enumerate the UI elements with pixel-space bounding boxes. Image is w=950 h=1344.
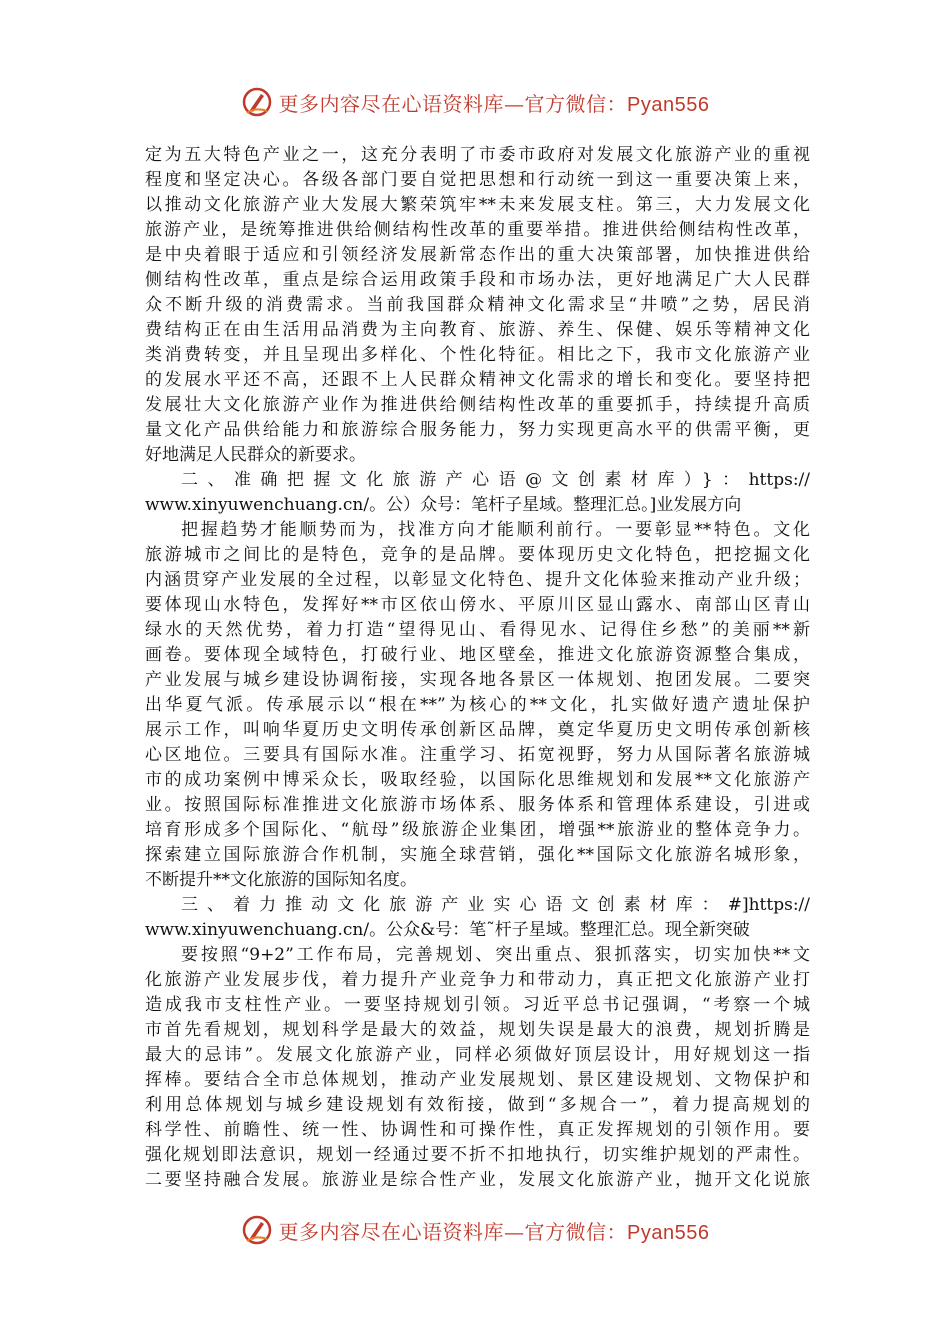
text-line: 探索建立国际旅游合作机制，实施全球营销，强化**国际文化旅游名城形象，	[145, 845, 810, 865]
wechat-id: Pyan556	[627, 93, 710, 116]
footer-banner	[0, 1210, 950, 1250]
text-line: 市首先看规划，规划科学是最大的效益，规划失误是最大的浪费，规划折腾是	[145, 1020, 810, 1040]
text-line: 产业发展与城乡建设协调衔接，实现各地各景区一体规划、抱团发展。二要突	[145, 670, 810, 690]
text-line: 把握趋势才能顺势而为，找准方向才能顺利前行。一要彰显**特色。文化	[181, 520, 810, 540]
text-line: www.xinyuwenchuang.cn/。公众&号：笔˜杆子星域。整理汇总。现全新突破	[145, 920, 750, 940]
text-line: 画卷。要体现全域特色，打破行业、地区壁垒，推进文化旅游资源整合集成，	[145, 645, 810, 665]
text-line: 旅游产业，是统筹推进供给侧结构性改革的重要举措。推进供给侧结构性改革，	[145, 220, 810, 240]
header-banner	[0, 82, 950, 122]
text-line: 是中央着眼于适应和引领经济发展新常态作出的重大决策部署，加快推进供给	[145, 245, 810, 265]
text-line: 定为五大特色产业之一，这充分表明了市委市政府对发展文化旅游产业的重视	[145, 145, 810, 165]
text-line: 培育形成多个国际化、“航母”级旅游企业集团，增强**旅游业的整体竞争力。	[145, 820, 810, 840]
text-line: 众不断升级的消费需求。当前我国群众精神文化需求呈“井喷”之势，居民消	[145, 295, 810, 315]
banner-text: 更多内容尽在心语资料库—官方微信：Pyan556	[278, 91, 710, 116]
text-line: 市的成功案例中博采众长，吸取经验，以国际化思维规划和发展**文化旅游产	[145, 770, 810, 790]
text-line: 心区地位。三要具有国际水准。注重学习、拓宽视野，努力从国际著名旅游城	[145, 745, 810, 765]
text-line: 内涵贯穿产业发展的全过程，以彰显文化特色、提升文化体验来推动产业升级；	[145, 570, 810, 590]
text-line: 三、着力推动文化旅游产业实心语文创素材库：#]https://	[181, 895, 810, 915]
text-line: 二要坚持融合发展。旅游业是综合性产业，发展文化旅游产业，抛开文化说旅	[145, 1170, 810, 1190]
text-line: 最大的忌讳”。发展文化旅游产业，同样必须做好顶层设计，用好规划这一指	[145, 1045, 810, 1065]
text-line: 旅游城市之间比的是特色，竞争的是品牌。要体现历史文化特色，把挖掘文化	[145, 545, 810, 565]
text-line: 好地满足人民群众的新要求。	[145, 445, 366, 465]
text-line: 费结构正在由生活用品消费为主向教育、旅游、养生、保健、娱乐等精神文化	[145, 320, 810, 340]
logo-icon	[241, 1213, 275, 1247]
text-line: 发展壮大文化旅游产业作为推进供给侧结构性改革的重要抓手，持续提升高质	[145, 395, 810, 415]
text-line: 展示工作，叫响华夏历史文明传承创新区品牌，奠定华夏历史文明传承创新核	[145, 720, 810, 740]
text-line: 造成我市支柱性产业。一要坚持规划引领。习近平总书记强调，“考察一个城	[145, 995, 810, 1015]
text-line: 量文化产品供给能力和旅游综合服务能力，努力实现更高水平的供需平衡，更	[145, 420, 810, 440]
text-line: 利用总体规划与城乡建设规划有效衔接，做到“多规合一”，着力提高规划的	[145, 1095, 810, 1115]
text-line: 的发展水平还不高，还跟不上人民群众精神文化需求的增长和变化。要坚持把	[145, 370, 810, 390]
text-line: 程度和坚定决心。各级各部门要自觉把思想和行动统一到这一重要决策上来，	[145, 170, 810, 190]
text-line: 科学性、前瞻性、统一性、协调性和可操作性，真正发挥规划的引领作用。要	[145, 1120, 810, 1140]
text-line: 强化规划即法意识，规划一经通过要不折不扣地执行，切实维护规划的严肃性。	[145, 1145, 810, 1165]
document-body	[145, 143, 810, 1193]
text-line: 不断提升**文化旅游的国际知名度。	[145, 870, 417, 890]
text-line: 类消费转变，并且呈现出多样化、个性化特征。相比之下，我市文化旅游产业	[145, 345, 810, 365]
banner-text: 更多内容尽在心语资料库—官方微信：Pyan556	[278, 1219, 710, 1244]
text-line: 要体现山水特色，发挥好**市区依山傍水、平原川区显山露水、南部山区青山	[145, 595, 810, 615]
text-line: 业。按照国际标准推进文化旅游市场体系、服务体系和管理体系建设，引进或	[145, 795, 810, 815]
text-line: 绿水的天然优势，着力打造“望得见山、看得见水、记得住乡愁”的美丽**新	[145, 620, 810, 640]
text-line: 化旅游产业发展步伐，着力提升产业竞争力和带动力，真正把文化旅游产业打	[145, 970, 810, 990]
text-line: 出华夏气派。传承展示以“根在**”为核心的**文化，扎实做好遗产遗址保护	[145, 695, 810, 715]
logo-icon	[241, 85, 275, 119]
text-line: 挥棒。要结合全市总体规划，推动产业发展规划、景区建设规划、文物保护和	[145, 1070, 810, 1090]
text-line: 侧结构性改革，重点是综合运用政策手段和市场办法，更好地满足广大人民群	[145, 270, 810, 290]
text-line: 以推动文化旅游产业大发展大繁荣筑牢**未来发展支柱。第三，大力发展文化	[145, 195, 810, 215]
wechat-id: Pyan556	[627, 1221, 710, 1244]
text-line: 要按照“9+2”工作布局，完善规划、突出重点、狠抓落实，切实加快**文	[181, 945, 810, 965]
text-line: www.xinyuwenchuang.cn/。公）众号：笔杆子星域。整理汇总。]业发展方向	[145, 495, 742, 515]
text-line: 二、准确把握文化旅游产心语@文创素材库）}：https://	[181, 470, 810, 490]
